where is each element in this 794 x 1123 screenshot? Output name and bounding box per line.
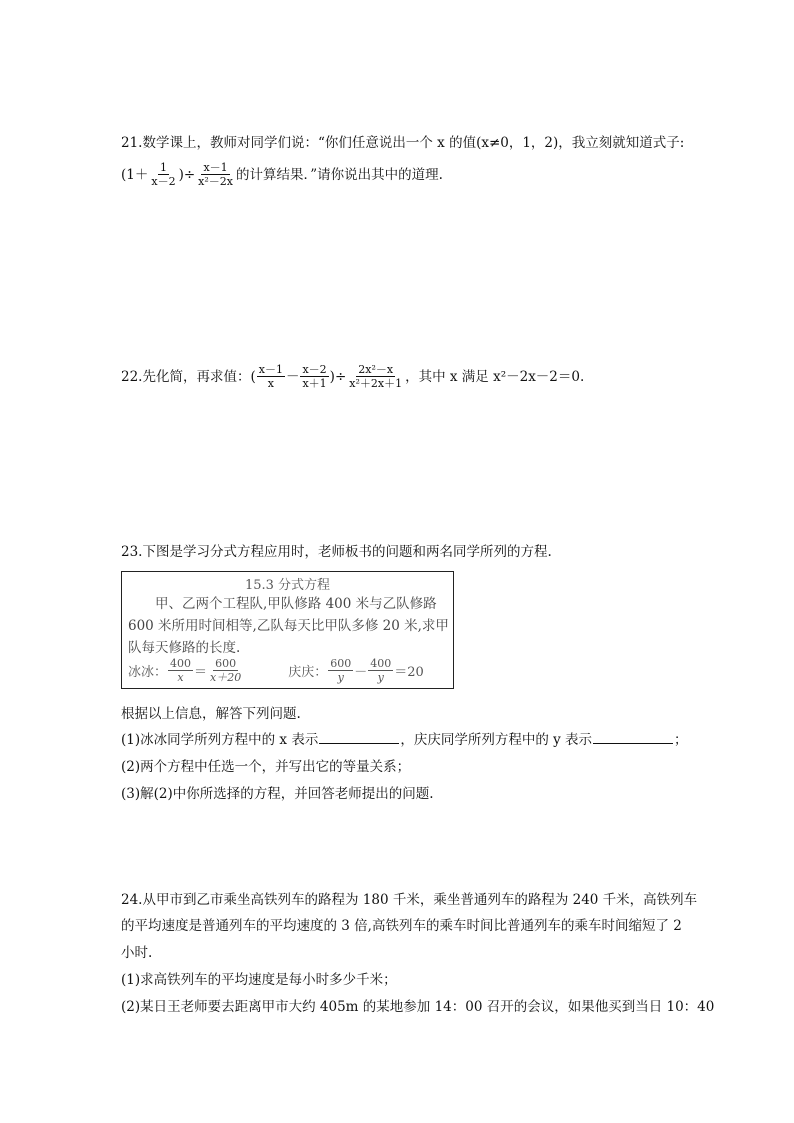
q21-fraction-2 <box>196 161 235 188</box>
q22-tail: ，其中 x 满足 x²－2x－2＝0. <box>405 368 585 385</box>
qingqing-f2-denominator: y <box>377 671 384 684</box>
qingqing-fraction-2 <box>368 657 393 684</box>
q22-minus: － <box>285 368 300 385</box>
bingbing-f2-numerator: 600 <box>215 657 237 670</box>
q23-intro: 23.下图是学习分式方程应用时，老师板书的问题和两名同学所列的方程. <box>121 544 552 560</box>
q21-fraction-1 <box>149 161 177 188</box>
bingbing-fraction-2 <box>208 657 243 684</box>
q24-part2: (2)某日王老师要去距离甲市大约 405m 的某地参加 14：00 召开的会议，如果他买到当日 10：40 <box>121 999 715 1015</box>
board-title: 15.3 分式方程 <box>244 578 331 593</box>
q22-lead: 22.先化简，再求值： <box>121 368 251 385</box>
bingbing-fraction-1 <box>168 657 193 684</box>
q21-expr-open: (1＋ <box>121 166 149 183</box>
qingqing-fraction-1 <box>328 657 353 684</box>
q21-frac2-denominator: x²－2x <box>198 175 233 188</box>
q24-part1: (1)求高铁列车的平均速度是每小时多少千米； <box>121 972 397 988</box>
q21-expression <box>121 161 443 188</box>
bingbing-f1-denominator: x <box>177 671 184 684</box>
answer-blank-x[interactable] <box>319 731 399 744</box>
q24-line1: 24.从甲市到乙市乘坐高铁列车的路程为 180 千米，乘坐普通列车的路程为 240 千米，高铁列车 <box>121 892 698 908</box>
q22-fraction-1 <box>257 363 285 390</box>
bingbing-f2-denominator: x＋20 <box>210 671 242 684</box>
bingbing-equals: ＝ <box>194 665 208 680</box>
q21-frac2-numerator: x－1 <box>203 161 228 174</box>
q22-fraction-2 <box>300 363 328 390</box>
q23-part1 <box>121 731 688 749</box>
q22-f1-denominator: x <box>267 377 274 390</box>
qingqing-f1-denominator: y <box>337 671 344 684</box>
q22-f3-denominator: x²＋2x＋1 <box>349 377 403 390</box>
bingbing-label: 冰冰： <box>128 665 168 680</box>
qingqing-equals: ＝20 <box>394 665 424 680</box>
q21-line1: 21.数学课上，教师对同学们说：“你们任意说出一个 x 的值(x≠0，1，2)，我立刻就知道式子: <box>121 135 685 151</box>
qingqing-label: 庆庆： <box>288 665 328 680</box>
q23-part3: (3)解(2)中你所选择的方程，并回答老师提出的问题. <box>121 786 434 802</box>
q21-expr-tail: 的计算结果．”请你说出其中的道理. <box>235 166 443 183</box>
q21-frac1-numerator: 1 <box>159 161 167 174</box>
board-problem-text: 甲、乙两个工程队,甲队修路 400 米与乙队修路 600 米所用时间相等,乙队每天比甲队多修 20 米,求甲队每天修路的长度. <box>128 596 449 656</box>
q23-part1-c: ； <box>674 732 688 748</box>
answer-blank-y[interactable] <box>593 731 673 744</box>
q23-part1-a: (1)冰冰同学所列方程中的 x 表示 <box>121 732 319 748</box>
q22-f3-numerator: 2x²－x <box>358 363 394 376</box>
q22-f2-numerator: x－2 <box>302 363 327 376</box>
q23-instruction: 根据以上信息，解答下列问题. <box>121 706 301 722</box>
q21-expr-div: )÷ <box>178 166 196 183</box>
q21-frac1-denominator: x－2 <box>151 175 176 188</box>
q24-line2: 的平均速度是普通列车的平均速度的 3 倍,高铁列车的乘车时间比普通列车的乘车时间缩短了 2 <box>121 918 682 934</box>
bingbing-f1-numerator: 400 <box>170 657 192 670</box>
blackboard-figure <box>121 571 454 689</box>
q23-part2: (2)两个方程中任选一个，并写出它的等量关系； <box>121 759 411 775</box>
q22-open: ( <box>250 368 256 385</box>
q22-f2-denominator: x＋1 <box>302 377 327 390</box>
q22-fraction-3 <box>347 363 404 390</box>
q22-f1-numerator: x－1 <box>258 363 283 376</box>
qingqing-f2-numerator: 400 <box>370 657 392 670</box>
qingqing-f1-numerator: 600 <box>330 657 352 670</box>
q23-part1-b: ，庆庆同学所列方程中的 y 表示 <box>400 732 593 748</box>
qingqing-minus: － <box>354 665 368 680</box>
q24-line3: 小时. <box>121 945 153 961</box>
board-equations <box>128 657 424 684</box>
q22-close-div: )÷ <box>329 368 347 385</box>
q22-line <box>121 363 584 390</box>
